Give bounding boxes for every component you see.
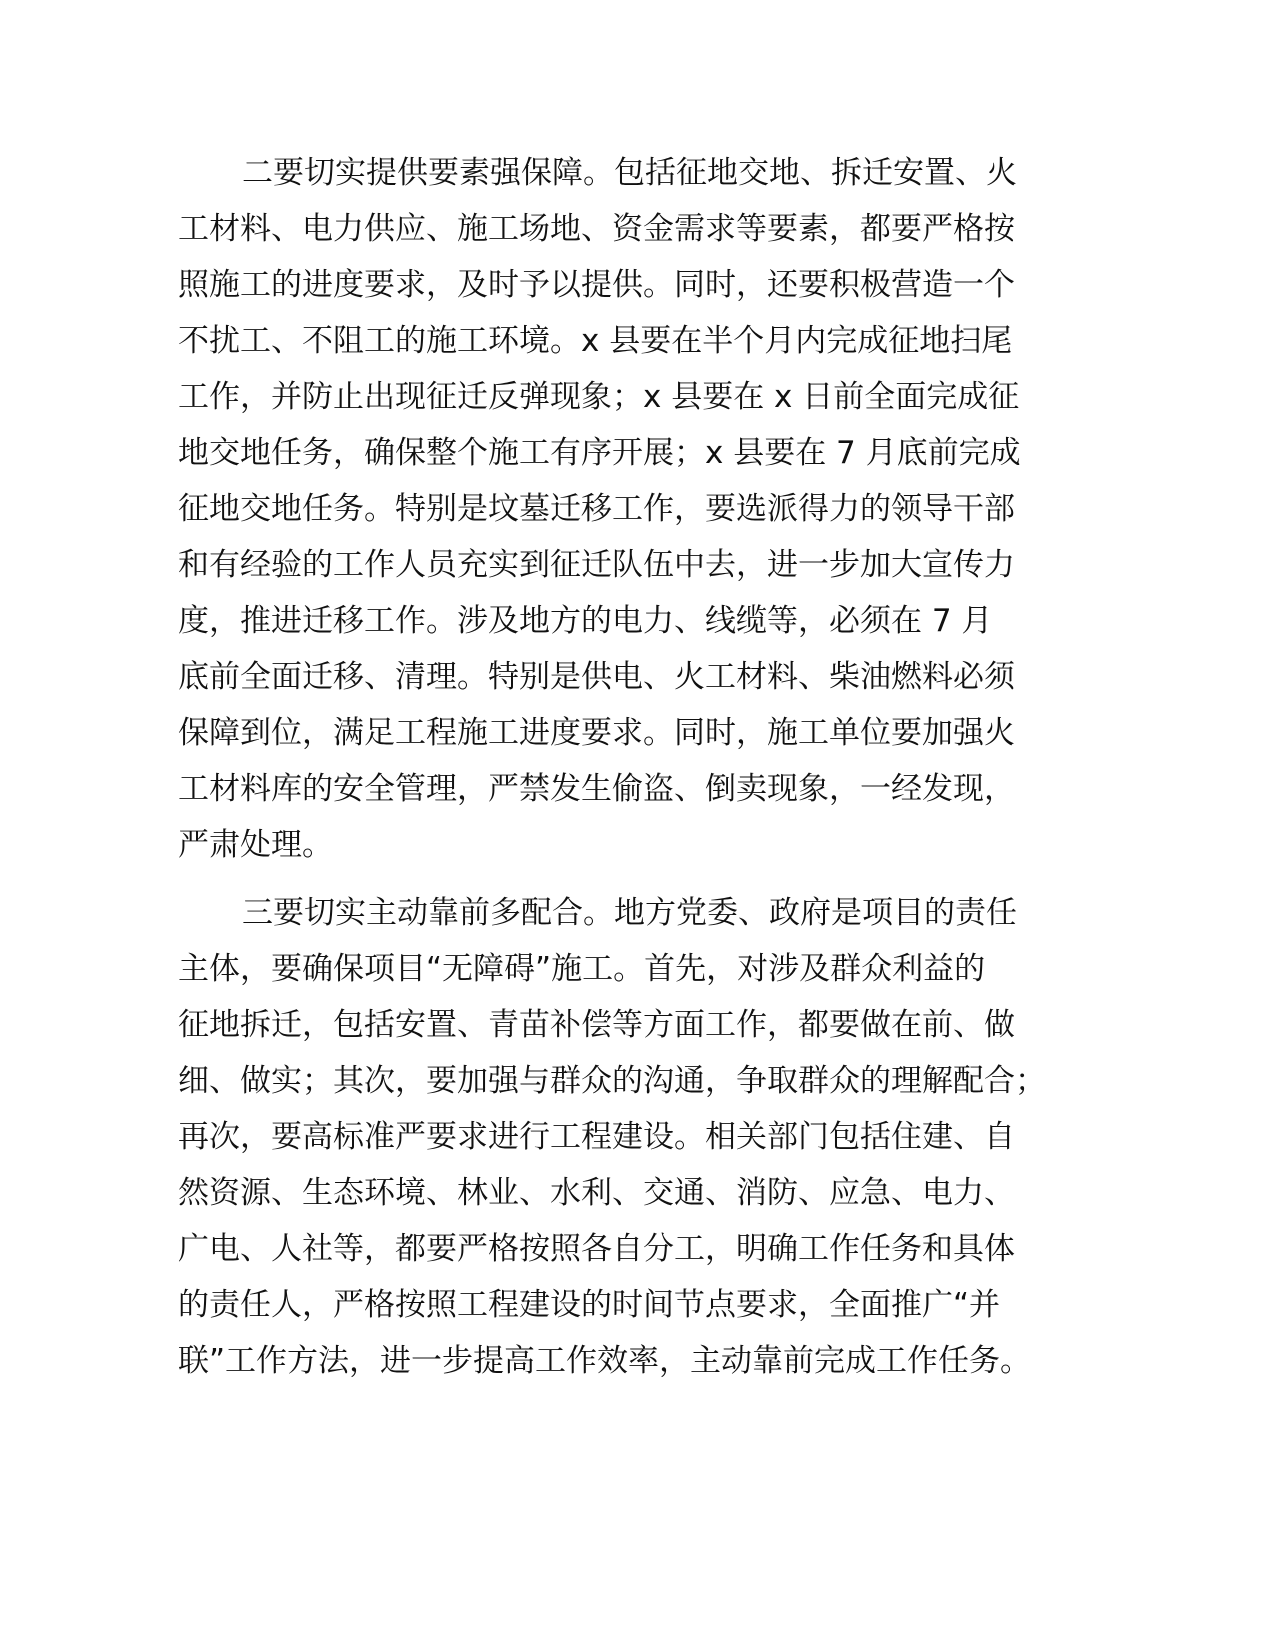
- paragraph-line: 保障到位，满足工程施工进度要求。同时，施工单位要加强火: [178, 715, 1015, 751]
- paragraph-line: 然资源、生态环境、林业、水利、交通、消防、应急、电力、: [178, 1175, 1015, 1211]
- paragraph-1: [178, 145, 1058, 873]
- paragraph-line: 不扰工、不阻工的施工环境。x 县要在半个月内完成征地扫尾: [178, 323, 1013, 359]
- paragraph-line: 再次，要高标准严要求进行工程建设。相关部门包括住建、自: [178, 1119, 1015, 1155]
- paragraph-line: 工材料库的安全管理，严禁发生偷盗、倒卖现象，一经发现，: [178, 771, 1015, 807]
- document-body: [178, 145, 1058, 1389]
- paragraph-spacer: [178, 873, 1058, 885]
- paragraph-line: 度，推进迁移工作。涉及地方的电力、线缆等，必须在 7 月: [178, 603, 993, 639]
- paragraph-line: 和有经验的工作人员充实到征迁队伍中去，进一步加大宣传力: [178, 547, 1015, 583]
- paragraph-line: 联”工作方法，进一步提高工作效率，主动靠前完成工作任务。: [178, 1343, 1032, 1379]
- paragraph-line: 的责任人，严格按照工程建设的时间节点要求，全面推广“并: [178, 1287, 1001, 1323]
- paragraph-line: 征地交地任务。特别是坟墓迁移工作，要选派得力的领导干部: [178, 491, 1015, 527]
- paragraph-line: 主体，要确保项目“无障碍”施工。首先，对涉及群众利益的: [178, 951, 986, 987]
- paragraph-line: 照施工的进度要求，及时予以提供。同时，还要积极营造一个: [178, 267, 1015, 303]
- paragraph-line: 工作，并防止出现征迁反弹现象；x 县要在 x 日前全面完成征: [178, 379, 1020, 415]
- paragraph-line: 广电、人社等，都要严格按照各自分工，明确工作任务和具体: [178, 1231, 1015, 1267]
- paragraph-line: 严肃处理。: [178, 827, 333, 863]
- paragraph-line: 底前全面迁移、清理。特别是供电、火工材料、柴油燃料必须: [178, 659, 1015, 695]
- paragraph-line: 工材料、电力供应、施工场地、资金需求等要素，都要严格按: [178, 211, 1015, 247]
- paragraph-2: [178, 885, 1058, 1389]
- paragraph-line: 征地拆迁，包括安置、青苗补偿等方面工作，都要做在前、做: [178, 1007, 1015, 1043]
- paragraph-line: 地交地任务，确保整个施工有序开展；x 县要在 7 月底前完成: [178, 435, 1021, 471]
- paragraph-line: 细、做实；其次，要加强与群众的沟通，争取群众的理解配合；: [178, 1063, 1046, 1099]
- paragraph-line: 二要切实提供要素强保障。包括征地交地、拆迁安置、火: [242, 155, 1017, 191]
- paragraph-line: 三要切实主动靠前多配合。地方党委、政府是项目的责任: [242, 895, 1017, 931]
